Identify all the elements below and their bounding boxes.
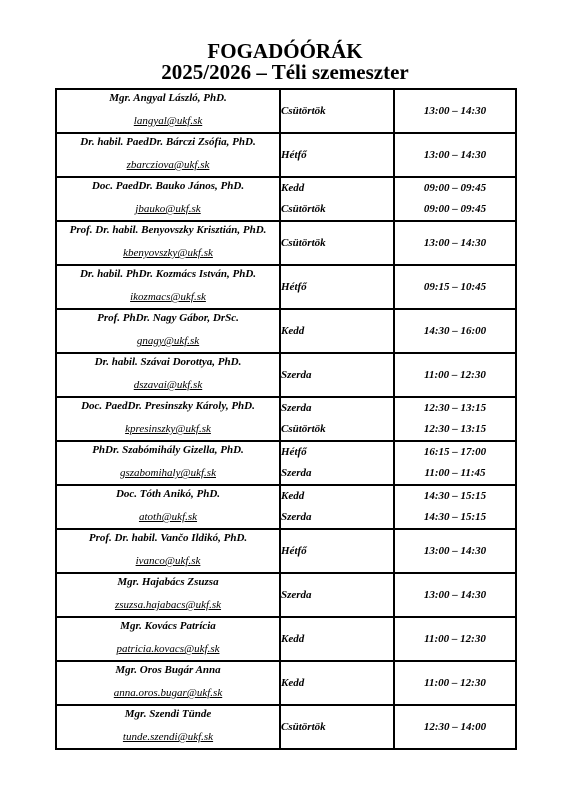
time-cell [394,529,516,573]
day-cell [280,89,394,133]
lecturer-name: Doc. PaedDr. Bauko János, PhD. [91,180,245,192]
time-cell [394,89,516,133]
day-cell [280,485,394,529]
lecturer-cell [56,705,280,749]
time-range: 11:00 – 12:30 [424,677,486,689]
lecturer-cell [56,617,280,661]
lecturer-name: Doc. PaedDr. Presinszky Károly, PhD. [81,400,255,412]
table-row [56,177,516,221]
lecturer-name: PhDr. Szabómihály Gizella, PhD. [92,444,244,456]
lecturer-email-link[interactable]: gszabomihaly@ukf.sk [120,467,216,479]
day-label: Kedd [281,633,305,645]
time-cell [394,133,516,177]
time-cell [394,573,516,617]
day-cell [280,529,394,573]
day-label: Szerda [281,589,312,601]
time-range: 09:00 – 09:45 [423,203,487,215]
lecturer-email-link[interactable]: patricia.kovacs@ukf.sk [116,643,220,655]
day-label: Szerda [281,467,312,479]
table-row [56,661,516,705]
day-cell [280,573,394,617]
day-label: Csütörtök [281,237,326,249]
table-row [56,353,516,397]
lecturer-email-link[interactable]: langyal@ukf.sk [133,115,203,127]
time-range: 11:00 – 12:30 [424,369,486,381]
day-label: Kedd [281,490,305,502]
lecturer-email-link[interactable]: jbauko@ukf.sk [135,203,201,215]
lecturer-name: Mgr. Kovács Patrícia [120,620,216,632]
day-cell [280,221,394,265]
lecturer-cell [56,661,280,705]
lecturer-cell [56,309,280,353]
day-label: Szerda [281,369,312,381]
lecturer-email-link[interactable]: gnagy@ukf.sk [136,335,200,347]
office-hours-body [56,89,516,749]
lecturer-cell [56,353,280,397]
time-cell [394,177,516,221]
table-row [56,309,516,353]
office-hours-table [55,88,517,750]
day-cell [280,133,394,177]
day-label: Kedd [281,182,305,194]
lecturer-name: Doc. Tóth Anikó, PhD. [115,488,221,500]
lecturer-name: Dr. habil. PaedDr. Bárczi Zsófia, PhD. [80,136,256,148]
day-cell [280,265,394,309]
day-cell [280,705,394,749]
lecturer-name: Mgr. Angyal László, PhD. [109,92,227,104]
day-label: Kedd [281,325,305,337]
time-range: 16:15 – 17:00 [423,446,487,458]
table-row [56,221,516,265]
lecturer-name: Dr. habil. Szávai Dorottya, PhD. [94,356,242,368]
table-row [56,89,516,133]
time-range: 13:00 – 14:30 [423,545,487,557]
lecturer-name: Mgr. Hajabács Zsuzsa [117,576,219,588]
time-cell [394,705,516,749]
table-row [56,441,516,485]
lecturer-cell [56,573,280,617]
time-range: 11:00 – 12:30 [424,633,486,645]
lecturer-email-link[interactable]: atoth@ukf.sk [138,511,198,523]
day-label: Szerda [281,402,312,414]
lecturer-email-link[interactable]: dszavai@ukf.sk [133,379,203,391]
table-row [56,397,516,441]
day-label: Hétfő [281,446,307,458]
table-row [56,265,516,309]
time-range: 14:30 – 15:15 [423,490,487,502]
lecturer-name: Dr. habil. PhDr. Kozmács István, PhD. [79,268,257,280]
lecturer-email-link[interactable]: kpresinszky@ukf.sk [125,423,211,435]
day-cell [280,441,394,485]
day-label: Hétfő [281,545,307,557]
day-label: Hétfő [281,149,307,161]
lecturer-email-link[interactable]: ikozmacs@ukf.sk [130,291,206,303]
day-cell [280,617,394,661]
day-cell [280,661,394,705]
day-label: Csütörtök [281,423,326,435]
time-range: 13:00 – 14:30 [423,149,487,161]
time-range: 12:30 – 14:00 [423,721,487,733]
lecturer-cell [56,529,280,573]
lecturer-cell [56,397,280,441]
time-cell [394,441,516,485]
time-range: 09:15 – 10:45 [423,281,487,293]
day-label: Hétfő [281,281,307,293]
day-cell [280,309,394,353]
lecturer-cell [56,89,280,133]
lecturer-name: Mgr. Szendi Tünde [124,708,212,720]
time-range: 12:30 – 13:15 [423,423,487,435]
lecturer-cell [56,441,280,485]
lecturer-email-link[interactable]: kbenyovszky@ukf.sk [123,247,213,259]
table-row [56,485,516,529]
lecturer-name: Mgr. Oros Bugár Anna [115,664,221,676]
day-label: Csütörtök [281,721,326,733]
lecturer-email-link[interactable]: anna.oros.bugar@ukf.sk [113,687,223,699]
time-cell [394,221,516,265]
day-cell [280,177,394,221]
table-row [56,573,516,617]
day-cell [280,353,394,397]
time-cell [394,617,516,661]
day-label: Csütörtök [281,105,326,117]
lecturer-email-link[interactable]: tunde.szendi@ukf.sk [122,731,214,743]
page-subtitle: 2025/2026 – Téli szemeszter [161,60,409,84]
time-cell [394,397,516,441]
time-range: 13:00 – 14:30 [423,105,487,117]
table-row [56,133,516,177]
time-range: 13:00 – 14:30 [423,237,487,249]
time-range: 14:30 – 15:15 [423,511,487,523]
time-cell [394,265,516,309]
table-row [56,705,516,749]
time-cell [394,353,516,397]
table-row [56,617,516,661]
day-cell [280,397,394,441]
time-cell [394,661,516,705]
lecturer-cell [56,265,280,309]
time-cell [394,309,516,353]
lecturer-name: Prof. Dr. habil. Vančo Ildikó, PhD. [88,532,248,544]
lecturer-email-link[interactable]: ivanco@ukf.sk [135,555,201,567]
page-title: FOGADÓÓRÁK [207,39,363,63]
lecturer-email-link[interactable]: zsuzsa.hajabacs@ukf.sk [114,599,222,611]
lecturer-cell [56,177,280,221]
time-range: 14:30 – 16:00 [423,325,487,337]
lecturer-cell [56,485,280,529]
time-cell [394,485,516,529]
time-range: 09:00 – 09:45 [423,182,487,194]
day-label: Szerda [281,511,312,523]
lecturer-name: Prof. Dr. habil. Benyovszky Krisztián, PhD. [69,224,267,236]
lecturer-name: Prof. PhDr. Nagy Gábor, DrSc. [97,312,239,324]
time-range: 13:00 – 14:30 [423,589,487,601]
time-range: 11:00 – 11:45 [424,467,486,479]
time-range: 12:30 – 13:15 [423,402,487,414]
day-label: Csütörtök [281,203,326,215]
table-row [56,529,516,573]
lecturer-email-link[interactable]: zbarcziova@ukf.sk [126,159,210,171]
lecturer-cell [56,221,280,265]
lecturer-cell [56,133,280,177]
day-label: Kedd [281,677,305,689]
